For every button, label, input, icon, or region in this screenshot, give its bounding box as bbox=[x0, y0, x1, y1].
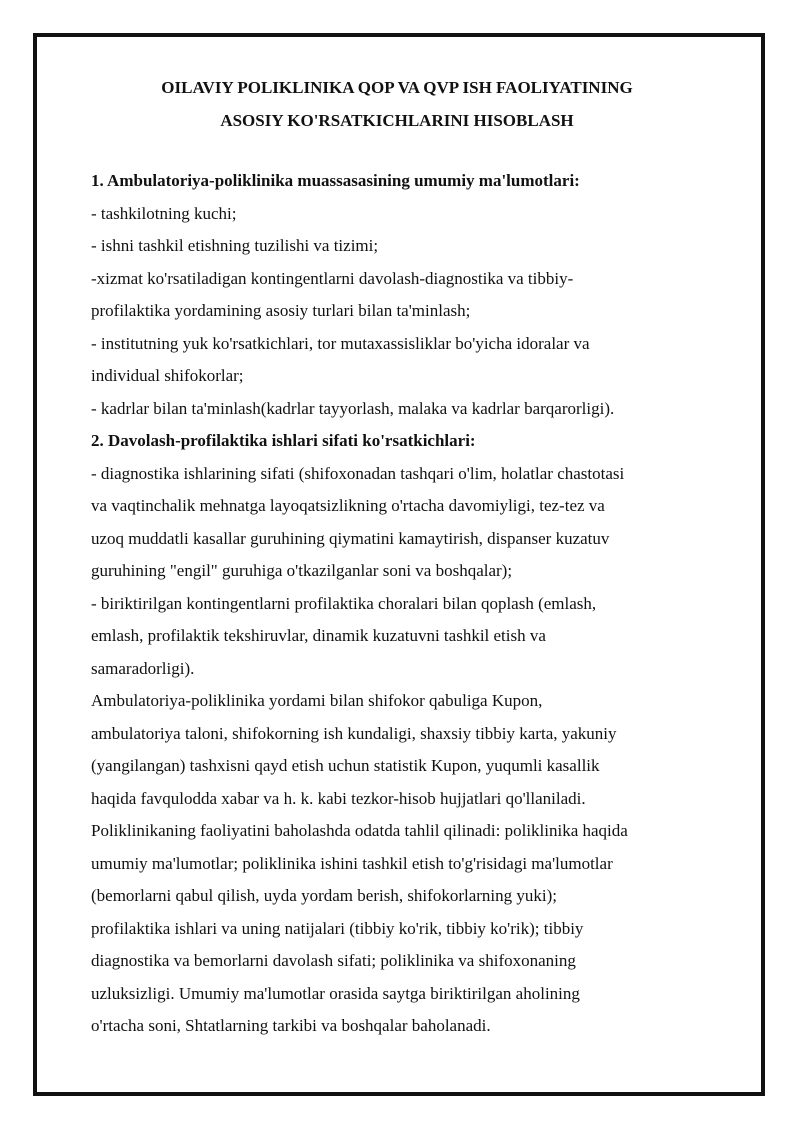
title-line-2: ASOSIY KO'RSATKICHLARINI HISOBLASH bbox=[220, 110, 574, 130]
body-text-line: Ambulatoriya-poliklinika yordami bilan shifokor qabuliga Kupon, bbox=[91, 691, 543, 710]
title-line-1: OILAVIY POLIKLINIKA QOP VA QVP ISH FAOLIYATINING bbox=[161, 78, 633, 97]
body-text-line: (yangilangan) tashxisni qayd etish uchun statistik Kupon, yuqumli kasallik bbox=[91, 756, 600, 775]
body-text-line: haqida favqulodda xabar va h. k. kabi tezkor-hisob hujjatlari qo'llaniladi. bbox=[91, 788, 586, 808]
section-2-line: va vaqtinchalik mehnatga layoqatsizlikning o'rtacha davomiyligi, tez-tez va bbox=[91, 496, 605, 515]
body-text-line: o'rtacha soni, Shtatlarning tarkibi va boshqalar baholanadi. bbox=[91, 1016, 491, 1035]
section-2-line: - biriktirilgan kontingentlarni profilaktika choralari bilan qoplash (emlash, bbox=[91, 593, 597, 613]
section-2-heading: 2. Davolash-profilaktika ishlari sifati ko'rsatkichlari: bbox=[91, 431, 476, 450]
section-2-line: emlash, profilaktik tekshiruvlar, dinamik kuzatuvni tashkil etish va bbox=[91, 626, 546, 645]
document-title bbox=[91, 72, 703, 137]
body-text-line: ambulatoriya taloni, shifokorning ish kundaligi, shaxsiy tibbiy karta, yakuniy bbox=[91, 723, 617, 743]
section-1-line: - institutning yuk ko'rsatkichlari, tor mutaxassisliklar bo'yicha idoralar va bbox=[91, 333, 590, 353]
body-text-line: profilaktika ishlari va uning natijalari (tibbiy ko'rik, tibbiy ko'rik); tibbiy bbox=[91, 918, 584, 938]
section-1-line: - kadrlar bilan ta'minlash(kadrlar tayyorlash, malaka va kadrlar barqarorligi). bbox=[91, 398, 615, 418]
section-2-line: guruhining "engil" guruhiga o'tkazilganlar soni va boshqalar); bbox=[91, 561, 513, 580]
section-1-line: -xizmat ko'rsatiladigan kontingentlarni davolash-diagnostika va tibbiy- bbox=[91, 268, 574, 288]
body-text-line: Poliklinikaning faoliyatini baholashda odatda tahlil qilinadi: poliklinika haqida bbox=[91, 821, 628, 840]
body-text-line: umumiy ma'lumotlar; poliklinika ishini tashkil etish to'g'risidagi ma'lumotlar bbox=[91, 853, 613, 873]
body-text-line: uzluksizligi. Umumiy ma'lumotlar orasida saytga biriktirilgan aholining bbox=[91, 983, 580, 1003]
document-body bbox=[91, 72, 703, 1043]
section-2-line: samaradorligi). bbox=[91, 658, 195, 678]
body-text-line: diagnostika va bemorlarni davolash sifati; poliklinika va shifoxonaning bbox=[91, 951, 576, 970]
section-1-line: - ishni tashkil etishning tuzilishi va tizimi; bbox=[91, 236, 379, 255]
section-1-line: profilaktika yordamining asosiy turlari bilan ta'minlash; bbox=[91, 301, 471, 320]
section-2-line: uzoq muddatli kasallar guruhining qiymatini kamaytirish, dispanser kuzatuv bbox=[91, 528, 610, 548]
section-1-line: individual shifokorlar; bbox=[91, 366, 244, 385]
section-1-line: - tashkilotning kuchi; bbox=[91, 203, 237, 223]
section-1-heading: 1. Ambulatoriya-poliklinika muassasasining umumiy ma'lumotlari: bbox=[91, 171, 580, 190]
section-2-line: - diagnostika ishlarining sifati (shifoxonadan tashqari o'lim, holatlar chastotasi bbox=[91, 463, 625, 483]
body-text-line: (bemorlarni qabul qilish, uyda yordam berish, shifokorlarning yuki); bbox=[91, 886, 557, 905]
